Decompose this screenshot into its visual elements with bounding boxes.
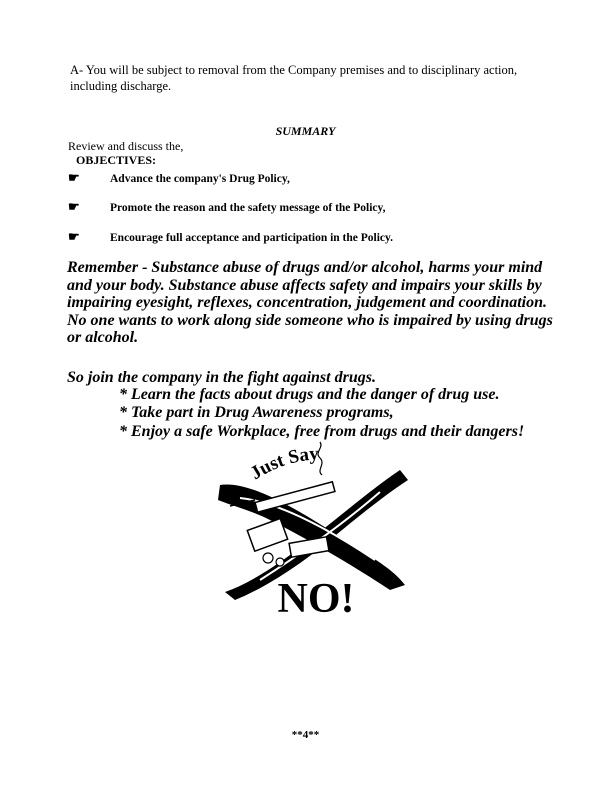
logo-top-text: Just Say: [246, 443, 320, 485]
summary-heading: SUMMARY: [275, 124, 336, 138]
objective-text: Encourage full acceptance and participation in the Policy.: [110, 232, 394, 244]
action-item: * Learn the facts about drugs and the danger of drug use.: [119, 386, 500, 403]
objective-item: [68, 199, 386, 215]
just-say-no-graphic: [210, 440, 420, 620]
objective-item: [68, 170, 290, 186]
pointing-hand-icon: ☛: [68, 229, 80, 244]
intro-paragraph: A- You will be subject to removal from the Company premises and to disciplinary action, including discharge.: [70, 63, 518, 93]
pointing-hand-icon: ☛: [68, 199, 80, 214]
review-text: Review and discuss the,: [68, 139, 184, 153]
action-item: * Enjoy a safe Workplace, free from drugs and their dangers!: [119, 423, 525, 440]
objective-text: Advance the company's Drug Policy,: [110, 173, 290, 185]
logo-no-text: NO!: [277, 576, 355, 620]
pointing-hand-icon: ☛: [68, 170, 80, 185]
remember-paragraph: Remember - Substance abuse of drugs and/or alcohol, harms your mind and your body. Substance abuse affects safety and impairs your skills by impairing eyesight, reflexes, concentration, judgement and coordination. No one wants to work along side someone who is impaired by using drugs or alcohol.: [67, 259, 553, 346]
page-number: **4**: [291, 729, 320, 741]
join-text: So join the company in the fight against drugs.: [67, 369, 376, 386]
objective-item: [68, 229, 393, 245]
just-say-no-logo: [210, 440, 420, 620]
objective-text: Promote the reason and the safety message of the Policy,: [110, 202, 386, 214]
action-item: * Take part in Drug Awareness programs,: [119, 404, 394, 421]
objectives-label: OBJECTIVES:: [76, 153, 157, 167]
